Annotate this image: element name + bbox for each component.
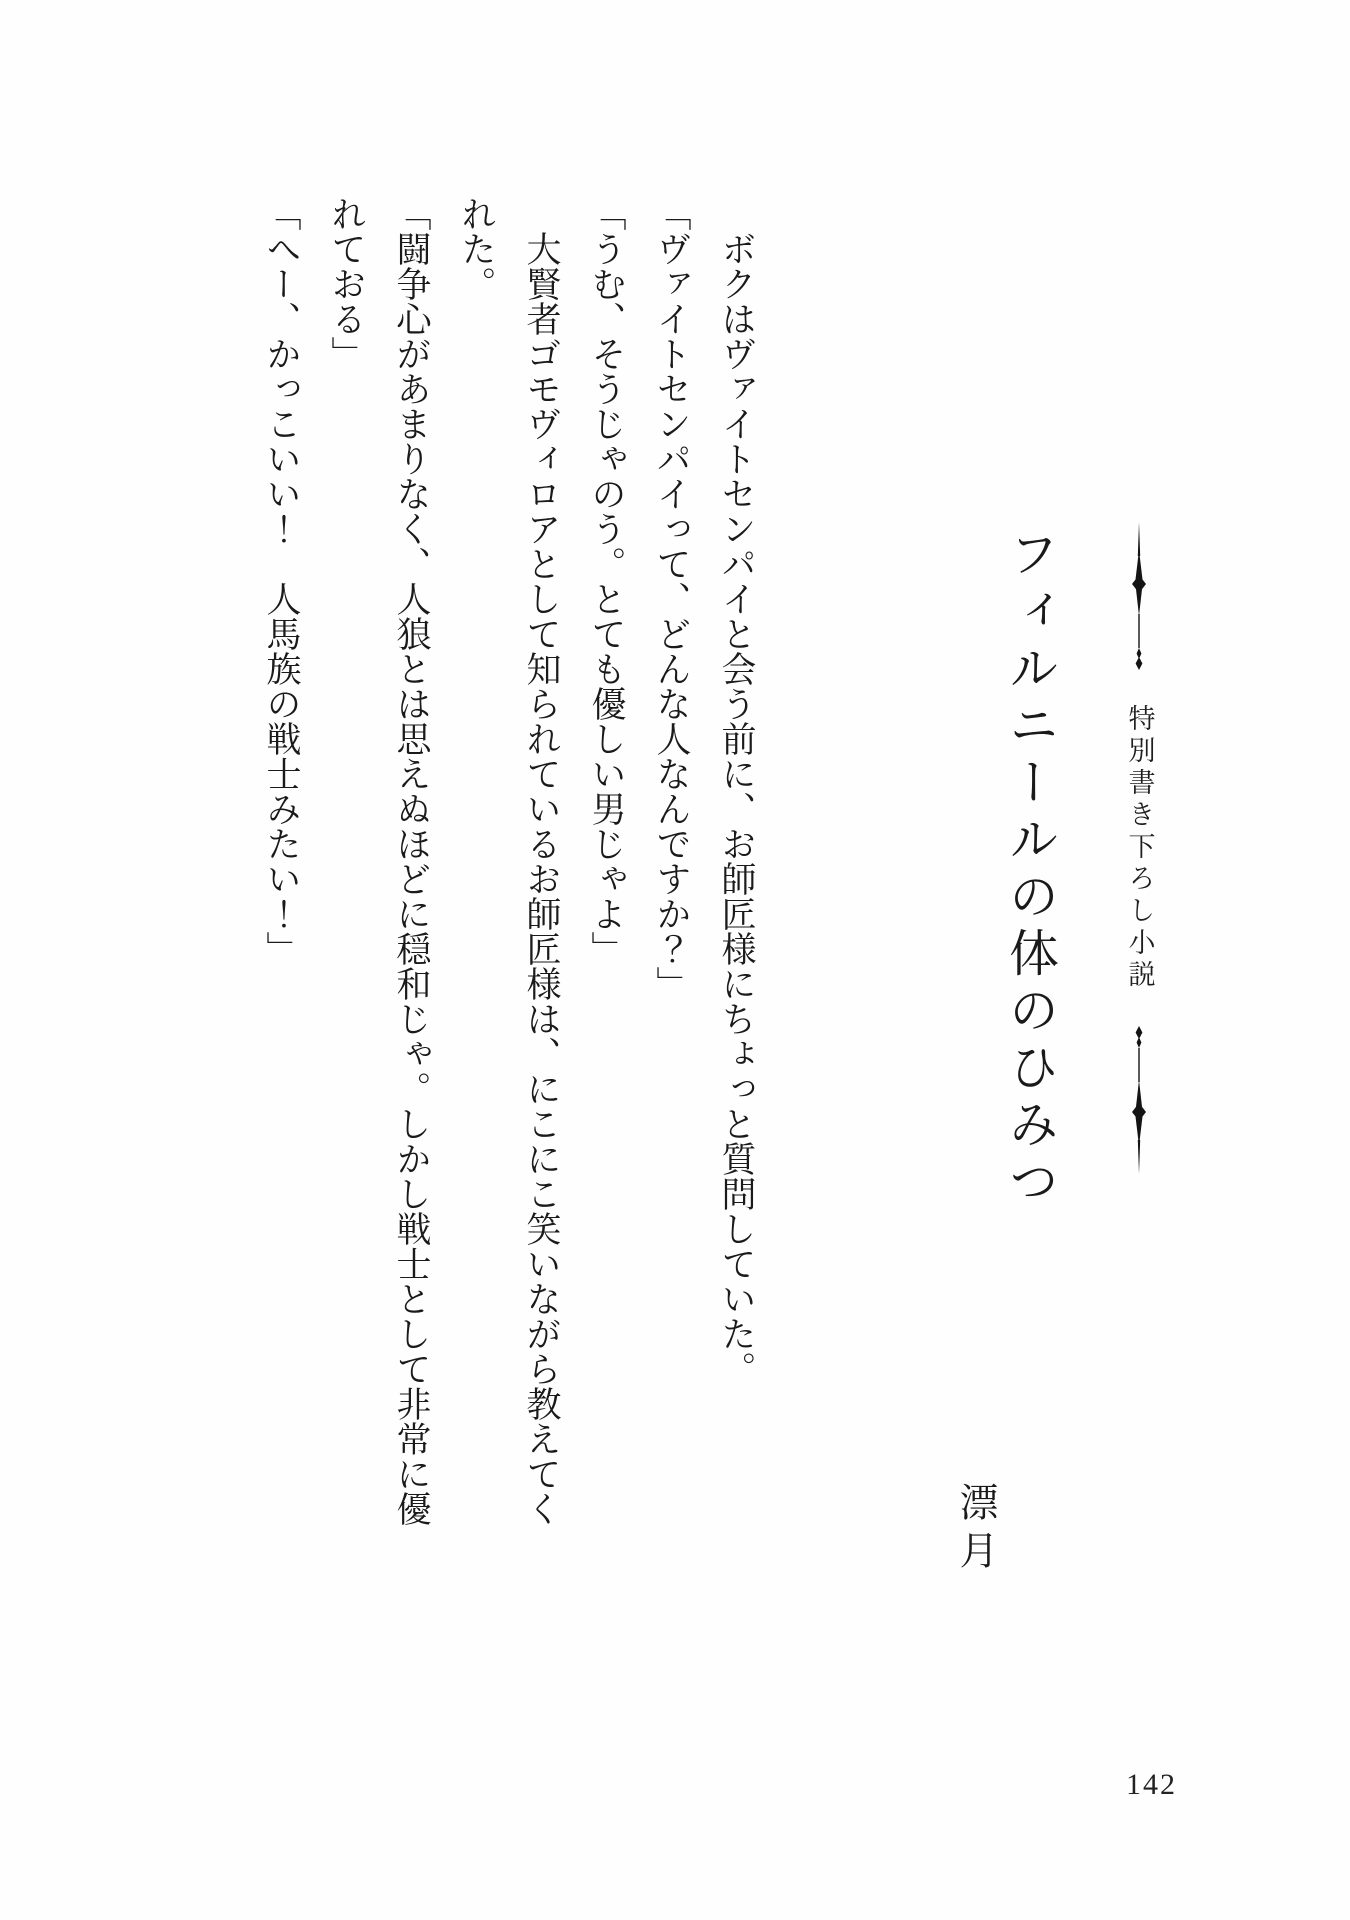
body-line: 大賢者ゴモヴィロアとして知られているお師匠様は、にこにこ笑いながら教えてく <box>522 231 561 1526</box>
arrow-ornament-top-icon <box>1131 522 1147 670</box>
author-name: 漂月 <box>954 1482 997 1578</box>
body-line: 「へー、かっこいい！ 人馬族の戦士みたい！」 <box>262 196 301 966</box>
edition-banner <box>1106 522 1172 1174</box>
story-body <box>247 196 769 1536</box>
edition-label: 特別書き下ろし小説 <box>1124 704 1155 992</box>
arrow-ornament-bottom-icon <box>1131 1026 1147 1174</box>
body-line: 「うむ、そうじゃのう。とても優しい男じゃよ」 <box>587 196 626 966</box>
body-line: れた。 <box>457 196 496 301</box>
body-line: 「闘争心があまりなく、人狼とは思えぬほどに穏和じゃ。しかし戦士として非常に優 <box>392 196 431 1526</box>
body-line: ボクはヴァイトセンパイと会う前に、お師匠様にちょっと質問していた。 <box>717 231 756 1386</box>
page-number: 142 <box>1126 1768 1177 1801</box>
body-line: れておる」 <box>327 196 366 371</box>
body-line: 「ヴァイトセンパイって、どんな人なんですか？」 <box>652 196 691 1001</box>
story-title: フィルニールの体のひみつ <box>1002 528 1058 1212</box>
